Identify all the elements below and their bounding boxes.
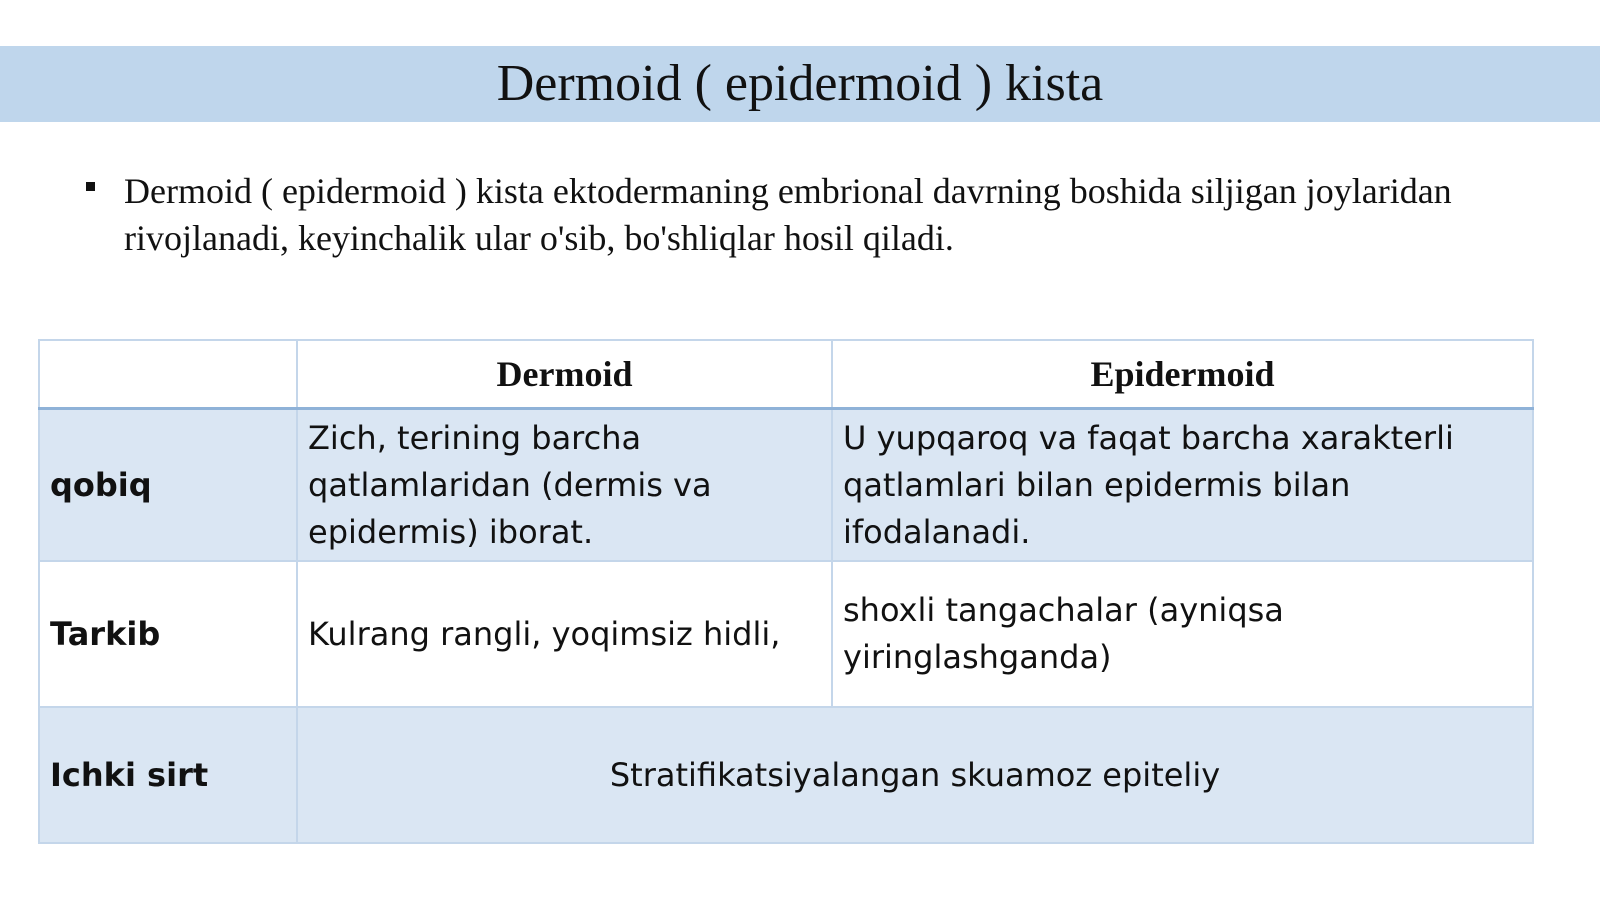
cell-epidermoid-qobiq: U yupqaroq va faqat barcha xarakterli qatlamlari bilan epidermis bilan ifodalanadi. [832, 409, 1533, 562]
title-band [0, 46, 1600, 122]
row-label-ichki-sirt: Ichki sirt [39, 707, 297, 843]
row-label-qobiq: qobiq [39, 409, 297, 562]
table-row [39, 707, 1533, 843]
bullet-item [80, 168, 1520, 262]
table-row [39, 409, 1533, 562]
table-row [39, 561, 1533, 707]
row-label-tarkib: Tarkib [39, 561, 297, 707]
header-cell-epidermoid: Epidermoid [832, 340, 1533, 409]
cell-dermoid-tarkib: Kulrang rangli, yoqimsiz hidli, [297, 561, 832, 707]
header-cell-empty [39, 340, 297, 409]
header-cell-dermoid: Dermoid [297, 340, 832, 409]
slide-title: Dermoid ( epidermoid ) kista [496, 55, 1104, 112]
cell-shared-ichki-sirt: Stratifikatsiyalangan skuamoz epiteliy [297, 707, 1533, 843]
bullet-text: Dermoid ( epidermoid ) kista ektodermaning embrional davrning boshida siljigan joylaridan rivojlanadi, keyinchalik ular o'sib, bo'shliqlar hosil qiladi. [124, 171, 1452, 258]
table-header-row [39, 340, 1533, 409]
square-bullet-icon [86, 182, 95, 191]
cell-dermoid-qobiq: Zich, terining barcha qatlamlaridan (dermis va epidermis) iborat. [297, 409, 832, 562]
comparison-table [38, 339, 1534, 844]
cell-epidermoid-tarkib: shoxli tangachalar (ayniqsa yiringlashganda) [832, 561, 1533, 707]
